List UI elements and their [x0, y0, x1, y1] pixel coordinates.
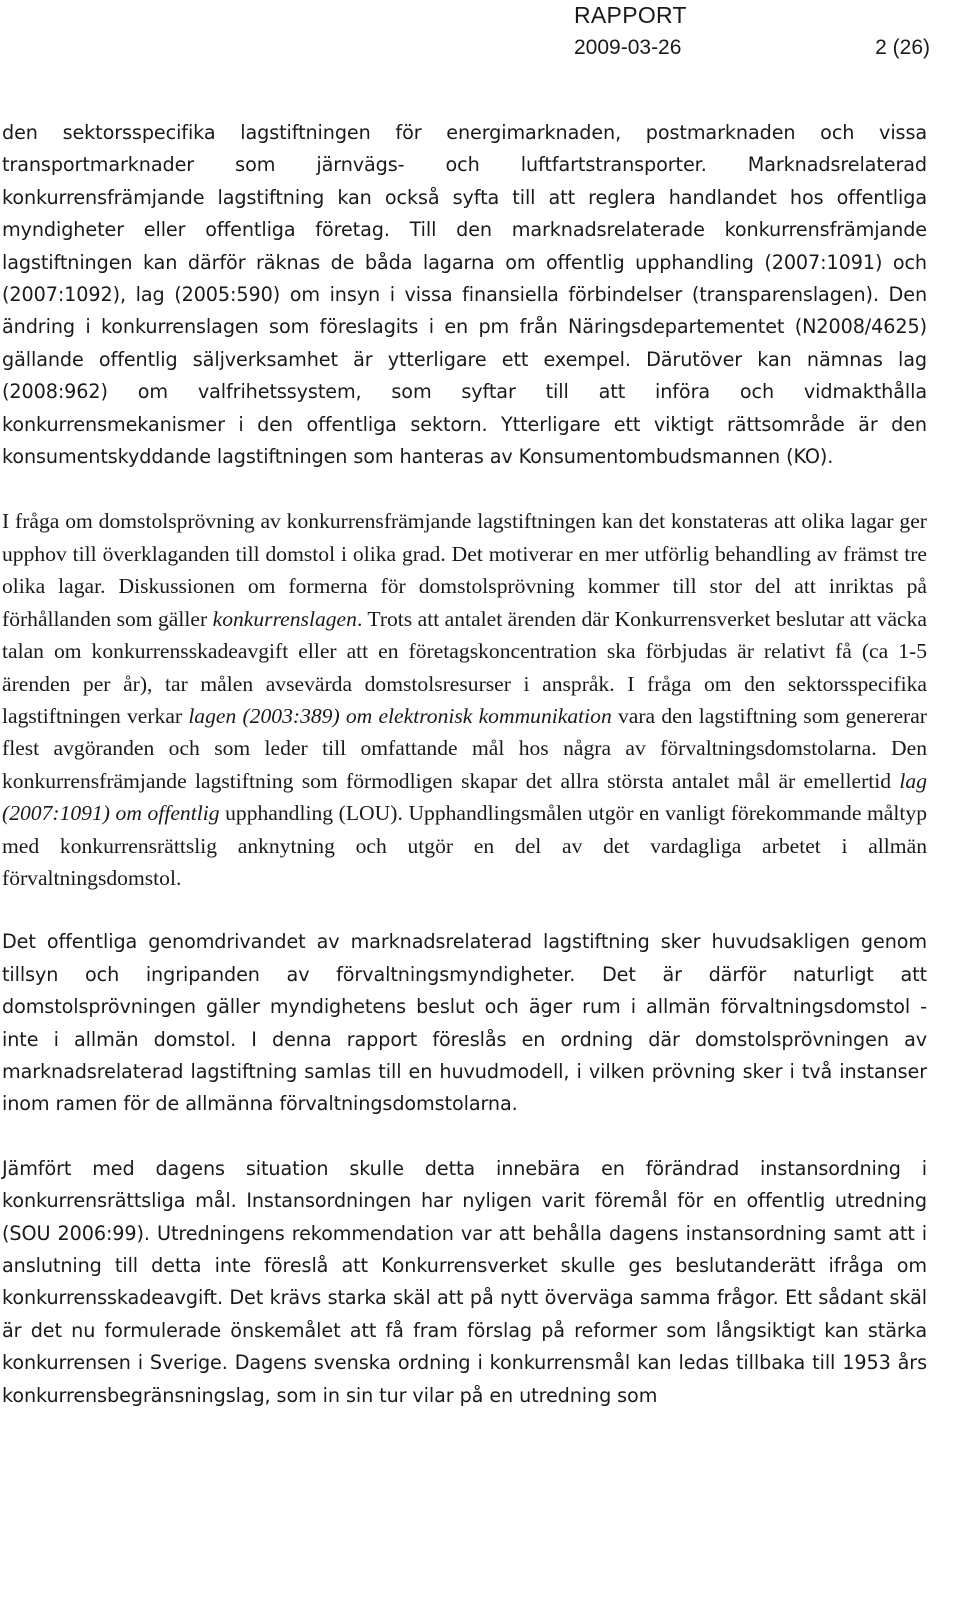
paragraph-1: den sektorsspecifika lagstiftningen för energimarknaden, postmarknaden och vissa transportmarknader som järnvägs- och luftfartstransporter. Marknadsrelaterad konkurrensfrämjande lagstiftning kan också syfta till att reglera handlandet hos offentliga myndigheter eller offentliga företag. Till den marknadsrelaterade konkurrensfrämjande lagstiftningen kan därför räknas de båda lagarna om offentlig upphandling (2007:1091) och (2007:1092), lag (2005:590) om insyn i vissa finansiella förbindelser (transparenslagen). Den ändring i konkurrenslagen som föreslagits i en pm från Näringsdepartementet (N2008/4625) gällande offentlig säljverksamhet är ytterligare ett exempel. Därutöver kan nämnas lag (2008:962) om valfrihetssystem, som syftar till att införa och vidmakthålla konkurrensmekanismer i den offentliga sektorn. Ytterligare ett viktigt rättsområde är den konsumentskyddande lagstiftningen som hanteras av Konsumentombudsmannen (KO). — [2, 121, 927, 469]
document-body — [2, 117, 927, 1444]
paragraph-2 — [2, 505, 927, 894]
page-number: 2 (26) — [875, 36, 930, 59]
report-label: RAPPORT — [574, 2, 687, 28]
paragraph-2-text: I fråga om domstolsprövning av konkurrensfrämjande lagstiftningen kan det konstateras att olika lagar ger upphov till överklaganden till domstol i olika grad. Det motiverar en mer utförlig behandling av främst tre olika lagar. Diskussionen om formerna för domstolsprövning kommer till stor del att inriktas på förhållanden som gäller — [2, 509, 927, 631]
paragraph-2-text: upphandling (LOU). Upphandlingsmålen utgör en vanligt förekommande måltyp med konkurrensrättslig anknytning och utgör en del av det vardagliga arbetet i allmän förvaltningsdomstol. — [2, 801, 927, 890]
paragraph-2-text: vara den lagstiftning som genererar flest avgöranden och som leder till omfattande mål hos några av förvaltningsdomstolarna. Den konkurrensfrämjande lagstiftning som förmodligen skapar det allra största antalet mål är emellertid — [2, 703, 927, 793]
paragraph-2-text: . Trots att antalet ärenden där Konkurrensverket beslutar att väcka talan om konkurrensskadeavgift eller att en företagskoncentration ska förbjudas är relativt få (ca 1-5 ärenden per år), tar målen avsevärda domstolsresurser i anspråk. I fråga om den sektorsspecifika lagstiftningen verkar — [2, 606, 927, 728]
paragraph-3: Det offentliga genomdrivandet av marknadsrelaterad lagstiftning sker huvudsakligen genom tillsyn och ingripanden av förvaltningsmyndigheter. Det är därför naturligt att domstolsprövningen gäller myndighetens beslut och äger rum i allmän förvaltningsdomstol - inte i allmän domstol. I denna rapport föreslås en ordning där domstolsprövningen av marknadsrelaterad lagstiftning samlas till en huvudmodell, i vilken prövning sker i två instanser inom ramen för de allmänna förvaltningsdomstolarna. — [2, 930, 927, 1116]
report-date: 2009-03-26 — [574, 36, 682, 59]
page-header — [0, 0, 960, 80]
law-reference-offentlig-upphandling: lag (2007:1091) om offentlig — [2, 768, 927, 826]
law-reference-elektronisk-kommunikation: lagen (2003:389) om elektronisk kommunikation — [188, 703, 612, 728]
paragraph-4: Jämfört med dagens situation skulle detta innebära en förändrad instansordning i konkurrensrättsliga mål. Instansordningen har nyligen varit föremål för en offentlig utredning (SOU 2006:99). Utredningens rekommendation var att behålla dagens instansordning samt att i anslutning till detta inte föreslå att Konkurrensverket skulle ges beslutanderätt ifråga om konkurrensskadeavgift. Det krävs starka skäl att på nytt överväga samma frågor. Ett sådant skäl är det nu formulerade önskemålet att få fram förslag på reformer som långsiktigt kan stärka konkurrensen i Sverige. Dagens svenska ordning i konkurrensmål kan ledas tillbaka till 1953 års konkurrensbegränsningslag, som in sin tur vilar på en utredning som — [2, 1156, 927, 1407]
law-reference-konkurrenslagen: konkurrenslagen — [212, 606, 357, 631]
